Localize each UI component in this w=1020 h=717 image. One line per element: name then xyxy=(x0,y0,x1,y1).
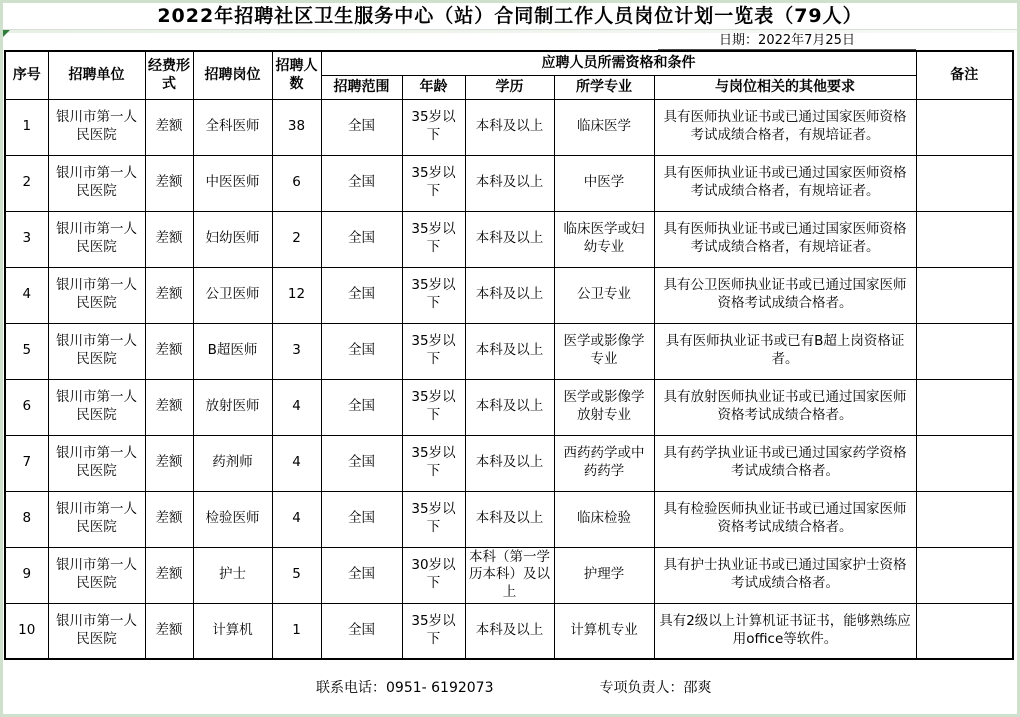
cell-major: 计算机专业 xyxy=(554,603,654,659)
cell-scope: 全国 xyxy=(321,211,402,267)
col-header-other: 与岗位相关的其他要求 xyxy=(654,75,916,99)
cell-position: 放射医师 xyxy=(193,379,272,435)
cell-major: 医学或影像学放射专业 xyxy=(554,379,654,435)
cell-scope: 全国 xyxy=(321,435,402,491)
cell-position: 妇幼医师 xyxy=(193,211,272,267)
cell-unit: 银川市第一人民医院 xyxy=(48,491,145,547)
cell-other: 具有药学执业证书或已通过国家药学资格考试成绩合格者。 xyxy=(654,435,916,491)
project-manager: 专项负责人：邵爽 xyxy=(599,680,712,697)
table-row xyxy=(5,323,1013,379)
cell-position: 计算机 xyxy=(193,603,272,659)
cell-other: 具有检验医师执业证书或已通过国家医师资格考试成绩合格者。 xyxy=(654,491,916,547)
cell-age: 35岁以下 xyxy=(402,323,465,379)
table-row xyxy=(5,99,1013,155)
cell-seq: 8 xyxy=(5,491,48,547)
cell-count: 6 xyxy=(272,155,321,211)
col-header-remark: 备注 xyxy=(916,51,1013,99)
cell-position: 公卫医师 xyxy=(193,267,272,323)
table-row xyxy=(5,491,1013,547)
cell-scope: 全国 xyxy=(321,603,402,659)
col-header-age: 年龄 xyxy=(402,75,465,99)
col-header-qualifications-group: 应聘人员所需资格和条件 xyxy=(321,51,916,75)
cell-age: 35岁以下 xyxy=(402,379,465,435)
positions-table xyxy=(4,50,1014,660)
cell-seq: 5 xyxy=(5,323,48,379)
cell-funding: 差额 xyxy=(145,99,193,155)
cell-remark xyxy=(916,99,1013,155)
cell-remark xyxy=(916,211,1013,267)
date-label: 日期：2022年7月25日 xyxy=(658,33,916,50)
cell-other: 具有护士执业证书或已通过国家护士资格考试成绩合格者。 xyxy=(654,547,916,603)
cell-age: 35岁以下 xyxy=(402,211,465,267)
cell-age: 35岁以下 xyxy=(402,491,465,547)
cell-age: 35岁以下 xyxy=(402,603,465,659)
cell-seq: 2 xyxy=(5,155,48,211)
cell-seq: 3 xyxy=(5,211,48,267)
cell-education: 本科及以上 xyxy=(465,491,554,547)
cell-major: 西药药学或中药药学 xyxy=(554,435,654,491)
cell-other: 具有放射医师执业证书或已通过国家医师资格考试成绩合格者。 xyxy=(654,379,916,435)
cell-count: 38 xyxy=(272,99,321,155)
cell-remark xyxy=(916,379,1013,435)
cell-scope: 全国 xyxy=(321,155,402,211)
cell-unit: 银川市第一人民医院 xyxy=(48,379,145,435)
cell-seq: 4 xyxy=(5,267,48,323)
cell-unit: 银川市第一人民医院 xyxy=(48,211,145,267)
cell-scope: 全国 xyxy=(321,547,402,603)
cell-seq: 6 xyxy=(5,379,48,435)
table-row xyxy=(5,211,1013,267)
table-header xyxy=(5,51,1013,99)
cell-funding: 差额 xyxy=(145,379,193,435)
cell-remark xyxy=(916,603,1013,659)
table-row xyxy=(5,603,1013,659)
cell-unit: 银川市第一人民医院 xyxy=(48,547,145,603)
col-header-education: 学历 xyxy=(465,75,554,99)
cell-funding: 差额 xyxy=(145,323,193,379)
cell-age: 30岁以下 xyxy=(402,547,465,603)
cell-unit: 银川市第一人民医院 xyxy=(48,99,145,155)
cell-count: 5 xyxy=(272,547,321,603)
table-row xyxy=(5,379,1013,435)
cell-seq: 1 xyxy=(5,99,48,155)
cell-position: B超医师 xyxy=(193,323,272,379)
table-row xyxy=(5,267,1013,323)
cell-remark xyxy=(916,547,1013,603)
cell-position: 护士 xyxy=(193,547,272,603)
cell-scope: 全国 xyxy=(321,99,402,155)
cell-unit: 银川市第一人民医院 xyxy=(48,435,145,491)
cell-count: 4 xyxy=(272,435,321,491)
col-header-count: 招聘人数 xyxy=(272,51,321,99)
cell-remark xyxy=(916,323,1013,379)
cell-major: 中医学 xyxy=(554,155,654,211)
cell-other: 具有医师执业证书或已通过国家医师资格考试成绩合格者，有规培证者。 xyxy=(654,211,916,267)
cell-major: 医学或影像学专业 xyxy=(554,323,654,379)
header-row-top xyxy=(5,51,1013,75)
cell-education: 本科及以上 xyxy=(465,603,554,659)
col-header-unit: 招聘单位 xyxy=(48,51,145,99)
table-row xyxy=(5,435,1013,491)
cell-age: 35岁以下 xyxy=(402,99,465,155)
cell-count: 4 xyxy=(272,491,321,547)
col-header-major: 所学专业 xyxy=(554,75,654,99)
cell-position: 中医医师 xyxy=(193,155,272,211)
cell-unit: 银川市第一人民医院 xyxy=(48,603,145,659)
cell-position: 检验医师 xyxy=(193,491,272,547)
col-header-seq: 序号 xyxy=(5,51,48,99)
cell-remark xyxy=(916,435,1013,491)
cell-scope: 全国 xyxy=(321,379,402,435)
cell-major: 护理学 xyxy=(554,547,654,603)
cell-unit: 银川市第一人民医院 xyxy=(48,267,145,323)
cell-scope: 全国 xyxy=(321,267,402,323)
cell-education: 本科及以上 xyxy=(465,155,554,211)
col-header-funding: 经费形式 xyxy=(145,51,193,99)
table-row xyxy=(5,155,1013,211)
cell-other: 具有医师执业证书或已通过国家医师资格考试成绩合格者，有规培证者。 xyxy=(654,155,916,211)
col-header-scope: 招聘范围 xyxy=(321,75,402,99)
cell-education: 本科（第一学历本科）及以上 xyxy=(465,547,554,603)
cell-count: 12 xyxy=(272,267,321,323)
cell-seq: 9 xyxy=(5,547,48,603)
cell-seq: 7 xyxy=(5,435,48,491)
cell-education: 本科及以上 xyxy=(465,323,554,379)
cell-education: 本科及以上 xyxy=(465,267,554,323)
cell-scope: 全国 xyxy=(321,491,402,547)
cell-other: 具有医师执业证书或已通过国家医师资格考试成绩合格者，有规培证者。 xyxy=(654,99,916,155)
cell-funding: 差额 xyxy=(145,155,193,211)
cell-education: 本科及以上 xyxy=(465,99,554,155)
cell-funding: 差额 xyxy=(145,603,193,659)
cell-age: 35岁以下 xyxy=(402,155,465,211)
cell-funding: 差额 xyxy=(145,267,193,323)
cell-remark xyxy=(916,491,1013,547)
contact-phone: 联系电话：0951- 6192073 xyxy=(316,680,494,697)
cell-funding: 差额 xyxy=(145,547,193,603)
cell-major: 公卫专业 xyxy=(554,267,654,323)
cell-remark xyxy=(916,267,1013,323)
cell-other: 具有公卫医师执业证书或已通过国家医师资格考试成绩合格者。 xyxy=(654,267,916,323)
table-body xyxy=(5,99,1013,659)
table-row xyxy=(5,547,1013,603)
cell-unit: 银川市第一人民医院 xyxy=(48,155,145,211)
cell-count: 2 xyxy=(272,211,321,267)
cell-unit: 银川市第一人民医院 xyxy=(48,323,145,379)
page-title: 2022年招聘社区卫生服务中心（站）合同制工作人员岗位计划一览表（79人） xyxy=(157,5,863,27)
cell-position: 药剂师 xyxy=(193,435,272,491)
cell-major: 临床医学 xyxy=(554,99,654,155)
cell-other: 具有2级以上计算机证书证书，能够熟练应用office等软件。 xyxy=(654,603,916,659)
cell-remark xyxy=(916,155,1013,211)
col-header-position: 招聘岗位 xyxy=(193,51,272,99)
cell-major: 临床医学或妇幼专业 xyxy=(554,211,654,267)
cell-count: 4 xyxy=(272,379,321,435)
footer xyxy=(3,660,1017,714)
cell-count: 1 xyxy=(272,603,321,659)
cell-major: 临床检验 xyxy=(554,491,654,547)
cell-education: 本科及以上 xyxy=(465,435,554,491)
cell-scope: 全国 xyxy=(321,323,402,379)
cell-funding: 差额 xyxy=(145,211,193,267)
cell-age: 35岁以下 xyxy=(402,435,465,491)
cell-other: 具有医师执业证书或已有B超上岗资格证者。 xyxy=(654,323,916,379)
cell-position: 全科医师 xyxy=(193,99,272,155)
cell-funding: 差额 xyxy=(145,491,193,547)
cell-funding: 差额 xyxy=(145,435,193,491)
date-row xyxy=(3,33,1017,50)
cell-count: 3 xyxy=(272,323,321,379)
cell-education: 本科及以上 xyxy=(465,379,554,435)
cell-seq: 10 xyxy=(5,603,48,659)
cell-age: 35岁以下 xyxy=(402,267,465,323)
cell-education: 本科及以上 xyxy=(465,211,554,267)
